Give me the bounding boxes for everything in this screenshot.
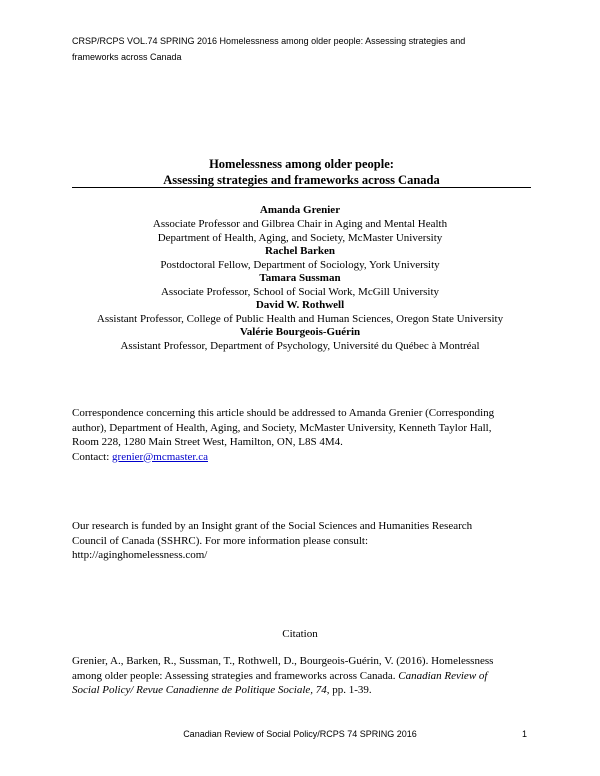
citation-text: among older people: Assessing strategies and frameworks across Canada. xyxy=(72,669,399,682)
paper-title xyxy=(72,156,531,188)
citation-journal: Social Policy/ Revue Canadienne de Politique Sociale, 74 xyxy=(72,684,327,696)
author-affiliation: Associate Professor and Gilbrea Chair in Aging and Mental Health xyxy=(152,218,448,230)
email-link[interactable]: grenier@mcmaster.ca xyxy=(112,450,208,463)
citation-pages: , pp. 1-39. xyxy=(326,684,372,696)
citation-line: Grenier, A., Barken, R., Sussman, T., Rothwell, D., Bourgeois-Guérin, V. (2016). Homelessness xyxy=(72,655,494,667)
author-affiliation: Postdoctoral Fellow, Department of Sociology, York University xyxy=(160,259,440,271)
author-name: Rachel Barken xyxy=(265,245,335,257)
footer-journal: Canadian Review of Social Policy/RCPS 74 SPRING 2016 xyxy=(183,729,417,739)
running-header-line-1: CRSP/RCPS VOL.74 SPRING 2016 Homelessness among older people: Assessing strategies and xyxy=(72,36,466,46)
citation-journal: Canadian Review of xyxy=(398,669,488,682)
author-name: Tamara Sussman xyxy=(259,272,341,284)
funding-line: Our research is funded by an Insight grant of the Social Sciences and Humanities Research xyxy=(72,520,473,532)
citation-line xyxy=(72,669,542,684)
author-affiliation: Assistant Professor, Department of Psychology, Université du Québec à Montréal xyxy=(120,340,480,352)
funding-line: Council of Canada (SSHRC). For more information please consult: xyxy=(72,534,369,547)
author-name: Valérie Bourgeois-Guérin xyxy=(239,326,361,338)
running-header-line-2: frameworks across Canada xyxy=(72,52,182,62)
author-affiliation: Associate Professor, School of Social Work, McGill University xyxy=(160,286,440,298)
citation-heading: Citation xyxy=(282,628,318,640)
paper-title-line-1: Homelessness among older people: xyxy=(209,157,394,171)
author-name: Amanda Grenier xyxy=(259,204,341,216)
contact-label: Contact: xyxy=(72,450,110,463)
title-rule xyxy=(72,187,531,188)
correspondence-line: author), Department of Health, Aging, and Society, McMaster University, Kenneth Taylor Hall, xyxy=(72,421,492,434)
correspondence-line: Correspondence concerning this article should be addressed to Amanda Grenier (Corresponding xyxy=(72,407,495,419)
citation-line xyxy=(72,683,542,698)
funding-block xyxy=(72,519,542,563)
citation-block xyxy=(72,654,542,698)
author-affiliation: Assistant Professor, College of Public Health and Human Sciences, Oregon State University xyxy=(96,313,504,325)
funding-url: http://aginghomelessness.com/ xyxy=(72,549,208,561)
author-affiliation: Department of Health, Aging, and Society, McMaster University xyxy=(157,232,443,244)
paper-title-line-2: Assessing strategies and frameworks across Canada xyxy=(163,173,440,187)
author-name: David W. Rothwell xyxy=(255,299,345,311)
correspondence-line: Room 228, 1280 Main Street West, Hamilton, ON, L8S 4M4. xyxy=(72,436,343,448)
page-number: 1 xyxy=(522,729,528,739)
contact-line xyxy=(72,450,542,465)
correspondence-block xyxy=(72,406,542,464)
